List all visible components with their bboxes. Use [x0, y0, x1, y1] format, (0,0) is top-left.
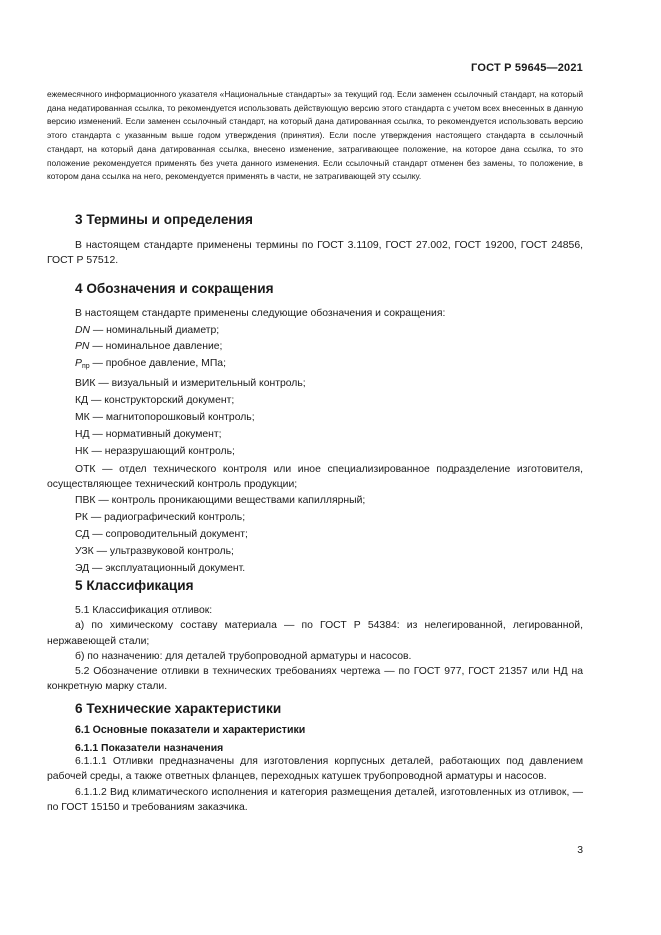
abbreviation-item — [75, 427, 583, 444]
abbreviation-definition: — конструкторский документ; — [88, 395, 235, 407]
abbreviation-definition: — визуальный и измерительный контроль; — [95, 378, 306, 390]
document-number: ГОСТ Р 59645—2021 — [471, 62, 583, 74]
abbreviation-term: УЗК — [75, 546, 94, 558]
abbreviation-item — [75, 527, 583, 544]
section-6-title: 6 Технические характеристики — [75, 701, 282, 716]
abbreviation-term: ЭД — [75, 562, 90, 574]
section-3-title: 3 Термины и определения — [75, 212, 253, 227]
abbreviation-item — [75, 544, 583, 561]
abbreviation-term: P — [75, 358, 82, 370]
abbreviation-definition: — ультразвуковой контроль; — [93, 546, 234, 558]
abbreviation-definition: — пробное давление, МПа; — [89, 358, 226, 370]
abbreviation-item — [75, 356, 583, 376]
section-6-1-title: 6.1 Основные показатели и характеристики — [75, 724, 306, 736]
section-6 — [47, 701, 583, 815]
abbreviation-definition: — отдел технического контроля или иное специализированное подразделение изготовителя, осуществляющее технический контроль продукции; — [47, 463, 583, 491]
section-6-1-1-title: 6.1.1 Показатели назначения — [75, 743, 224, 754]
abbreviation-item — [47, 462, 583, 493]
abbreviation-definition: — радиографический контроль; — [87, 512, 246, 524]
section-3-text: В настоящем стандарте применены термины по ГОСТ 3.1109, ГОСТ 27.002, ГОСТ 19200, ГОСТ 24856, ГОСТ Р 57512. — [47, 240, 583, 267]
abbreviation-term: ПВК — [75, 495, 96, 507]
abbreviation-item — [75, 393, 583, 410]
abbreviation-term: СД — [75, 529, 90, 541]
section-3 — [47, 212, 583, 269]
abbreviation-item — [75, 323, 583, 340]
abbreviation-definition: — номинальный диаметр; — [90, 324, 220, 336]
abbreviation-definition: — эксплуатационный документ. — [89, 562, 246, 574]
abbreviation-term: РК — [75, 512, 88, 524]
section-5-p1: 5.1 Классификация отливок: — [75, 605, 213, 616]
section-5 — [47, 578, 583, 695]
abbreviation-term: ОТК — [75, 463, 96, 475]
abbreviation-term: НК — [75, 445, 89, 457]
abbreviation-definition: — номинальное давление; — [89, 341, 223, 353]
section-4 — [47, 281, 583, 578]
abbreviation-item — [75, 444, 583, 461]
section-6-p1: 6.1.1.1 Отливки предназначены для изготовления корпусных деталей, работающих под давлением рабочей среды, а также ответных фланцев, переходных катушек трубопроводной арматуры и насосов. — [47, 756, 583, 783]
abbreviation-item — [75, 410, 583, 427]
abbreviation-item — [75, 339, 583, 356]
abbreviation-item — [75, 510, 583, 527]
abbreviation-item — [75, 493, 583, 510]
abbreviation-definition: — контроль проникающими веществами капиллярный; — [95, 495, 366, 507]
section-5-p4: 5.2 Обозначение отливки в технических требованиях чертежа — по ГОСТ 977, ГОСТ 21357 или НД на конкретную марку стали. — [47, 666, 583, 693]
abbreviation-term: НД — [75, 428, 90, 440]
abbreviation-item — [75, 561, 583, 578]
abbreviation-term: КД — [75, 395, 89, 407]
section-5-p2: а) по химическому составу материала — по ГОСТ Р 54384: из нелегированной, легированной, нержавеющей стали; — [47, 620, 583, 647]
section-5-title: 5 Классификация — [75, 578, 194, 593]
abbreviation-list — [47, 323, 583, 578]
abbreviation-term: ВИК — [75, 378, 96, 390]
abbreviation-item — [75, 376, 583, 393]
section-4-title: 4 Обозначения и сокращения — [75, 281, 274, 296]
intro-note: ежемесячного информационного указателя «Национальные стандарты» за текущий год. Если заменен ссылочный стандарт, на который дана недатированная ссылка, то рекомендуется использовать действующую версию этого стандарта с учетом всех внесенных в данную версию изменений. Если заменен ссылочный стандарт, на который дана датированная ссылка, то рекомендуется использовать версию этого стандарта с указанным выше годом утверждения (принятия). Если после утверждения настоящего стандарта в ссылочный стандарт, на который дана датированная ссылка, внесено изменение, затрагивающее положение, на которое дана ссылка, то это положение рекомендуется применять без учета данного изменения. Если ссылочный стандарт отменен без замены, то положение, в котором дана ссылка на него, рекомендуется применять в части, не затрагивающей эту ссылку. — [47, 89, 583, 182]
abbreviation-definition: — магнитопорошковый контроль; — [89, 412, 255, 424]
abbreviation-term: DN — [75, 324, 91, 336]
abbreviation-term: PN — [75, 341, 90, 353]
abbreviation-definition: — неразрушающий контроль; — [88, 445, 235, 457]
page-number: 3 — [577, 845, 583, 856]
abbreviation-term: МК — [75, 412, 90, 424]
abbreviation-definition: — нормативный документ; — [89, 428, 222, 440]
abbreviation-definition: — сопроводительный документ; — [89, 529, 248, 541]
section-4-lead: В настоящем стандарте применены следующие обозначения и сокращения: — [75, 308, 446, 319]
section-6-p2: 6.1.1.2 Вид климатического исполнения и категория размещения деталей, изготовленных из отливок, — по ГОСТ 15150 и требованиям заказчика. — [47, 786, 583, 813]
section-5-p3: б) по назначению: для деталей трубопроводной арматуры и насосов. — [75, 650, 412, 662]
abbreviation-subscript: пр — [81, 363, 90, 371]
